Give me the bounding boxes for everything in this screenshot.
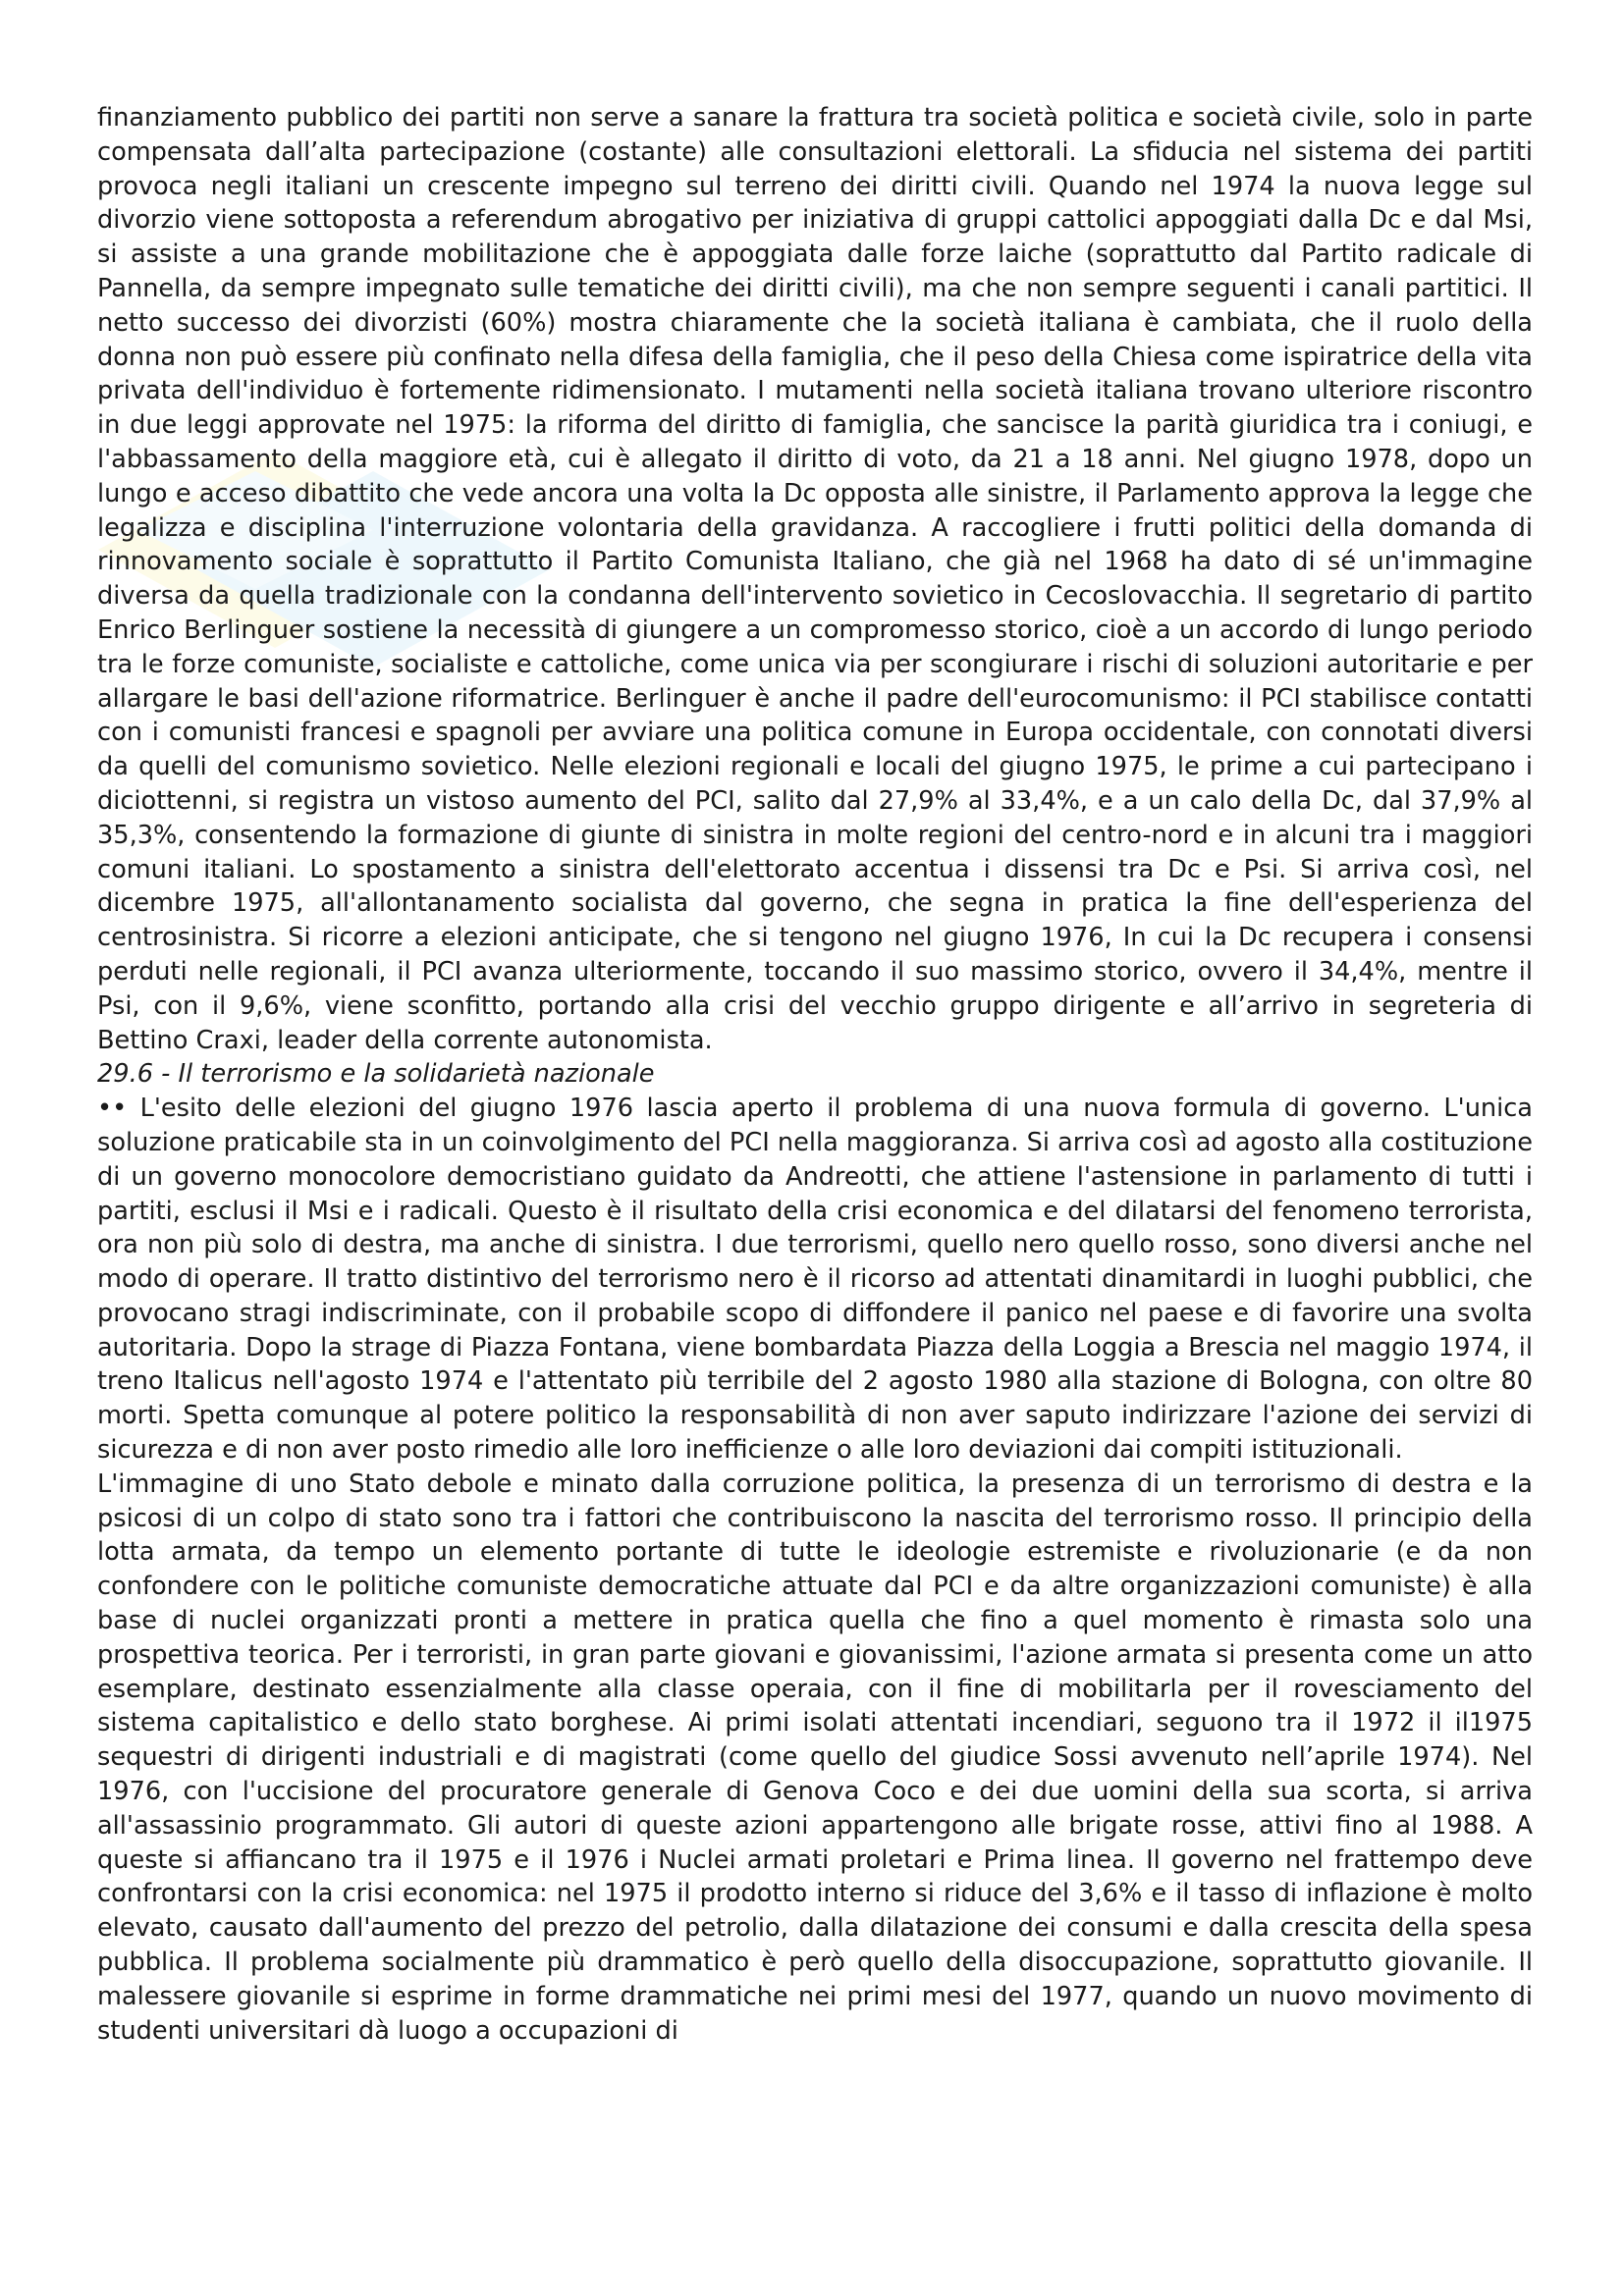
paragraph: L'immagine di uno Stato debole e minato dalla corruzione politica, la presenza di un terrorismo di destra e la psicosi di un colpo di stato sono tra i fattori che contribuiscono la nascita del terrorismo rosso. Il principio della lotta armata, da tempo un elemento portante di tutte le ideologie estremiste e rivoluzionarie (e da non confondere con le politiche comuniste democratiche attuate dal PCI e da altre organizzazioni comuniste) è alla base di nuclei organizzati pronti a mettere in pratica quella che fino a quel momento è rimasta solo una prospettiva teorica. Per i terroristi, in gran parte giovani e giovanissimi, l'azione armata si presenta come un atto esemplare, destinato essenzialmente alla classe operaia, con il fine di mobilitarla per il rovesciamento del sistema capitalistico e dello stato borghese. Ai primi isolati attentati incendiari, seguono tra il 1972 il il1975 sequestri di dirigenti industriali e di magistrati (come quello del giudice Sossi avvenuto nell’aprile 1974). Nel 1976, con l'uccisione del procuratore generale di Genova Coco e dei due uomini della sua scorta, si arriva all'assassinio programmato. Gli autori di queste azioni appartengono alle brigate rosse, attivi fino al 1988. A queste si affiancano tra il 1975 e il 1976 i Nuclei armati proletari e Prima linea. Il governo nel frattempo deve confrontarsi con la crisi economica: nel 1975 il prodotto interno si riduce del 3,6% e il tasso di inflazione è molto elevato, causato dall'aumento del prezzo del petrolio, dalla dilatazione dei consumi e dalla crescita della spesa pubblica. Il problema socialmente più drammatico è però quello della disoccupazione, soprattutto giovanile. Il malessere giovanile si esprime in forme drammatiche nei primi mesi del 1977, quando un nuovo movimento di studenti universitari dà luogo a occupazioni di [97,1468,1533,2046]
document-body [97,101,1533,2048]
section-heading: 29.6 - Il terrorismo e la solidarietà nazionale [97,1059,655,1090]
paragraph: •• L'esito delle elezioni del giugno 1976 lascia aperto il problema di una nuova formula di governo. L'unica soluzione praticabile sta in un coinvolgimento del PCI nella maggioranza. Si arriva così ad agosto alla costituzione di un governo monocolore democristiano guidato da Andreotti, che attiene l'astensione in parlamento di tutti i partiti, esclusi il Msi e i radicali. Questo è il risultato della crisi economica e del dilatarsi del fenomeno terrorista, ora non più solo di destra, ma anche di sinistra. I due terrorismi, quello nero quello rosso, sono diversi anche nel modo di operare. Il tratto distintivo del terrorismo nero è il ricorso ad attentati dinamitardi in luoghi pubblici, che provocano stragi indiscriminate, con il probabile scopo di diffondere il panico nel paese e di favorire una svolta autoritaria. Dopo la strage di Piazza Fontana, viene bombardata Piazza della Loggia a Brescia nel maggio 1974, il treno Italicus nell'agosto 1974 e l'attentato più terribile del 2 agosto 1980 alla stazione di Bologna, con oltre 80 morti. Spetta comunque al potere politico la responsabilità di non aver saputo indirizzare l'azione dei servizi di sicurezza e di non aver posto rimedio alle loro inefficienze o alle loro deviazioni dai compiti istituzionali. [97,1094,1533,1466]
paragraph: finanziamento pubblico dei partiti non serve a sanare la frattura tra società politica e società civile, solo in parte compensata dall’alta partecipazione (costante) alle consultazioni elettorali. La sfiducia nel sistema dei partiti provoca negli italiani un crescente impegno sul terreno dei diritti civili. Quando nel 1974 la nuova legge sul divorzio viene sottoposta a referendum abrogativo per iniziativa di gruppi cattolici appoggiati dalla Dc e dal Msi, si assiste a una grande mobilitazione che è appoggiata dalle forze laiche (soprattutto dal Partito radicale di Pannella, da sempre impegnato sulle tematiche dei diritti civili), ma che non sempre seguenti i canali partitici. Il netto successo dei divorzisti (60%) mostra chiaramente che la società italiana è cambiata, che il ruolo della donna non può essere più confinato nella difesa della famiglia, che il peso della Chiesa come ispiratrice della vita privata dell'individuo è fortemente ridimensionato. I mutamenti nella società italiana trovano ulteriore riscontro in due leggi approvate nel 1975: la riforma del diritto di famiglia, che sancisce la parità giuridica tra i coniugi, e l'abbassamento della maggiore età, cui è allegato il diritto di voto, da 21 a 18 anni. Nel giugno 1978, dopo un lungo e acceso dibattito che vede ancora una volta la Dc opposta alle sinistre, il Parlamento approva la legge che legalizza e disciplina l'interruzione volontaria della gravidanza. A raccogliere i frutti politici della domanda di rinnovamento sociale è soprattutto il Partito Comunista Italiano, che già nel 1968 ha dato di sé un'immagine diversa da quella tradizionale con la condanna dell'intervento sovietico in Cecoslovacchia. Il segretario di partito Enrico Berlinguer sostiene la necessità di giungere a un compromesso storico, cioè a un accordo di lungo periodo tra le forze comuniste, socialiste e cattoliche, come unica via per scongiurare i rischi di soluzioni autoritarie e per allargare le basi dell'azione riformatrice. Berlinguer è anche il padre dell'eurocomunismo: il PCI stabilisce contatti con i comunisti francesi e spagnoli per avviare una politica comune in Europa occidentale, con connotati diversi da quelli del comunismo sovietico. Nelle elezioni regionali e locali del giugno 1975, le prime a cui partecipano i diciottenni, si registra un vistoso aumento del PCI, salito dal 27,9% al 33,4%, e a un calo della Dc, dal 37,9% al 35,3%, consentendo la formazione di giunte di sinistra in molte regioni del centro-nord e in alcuni tra i maggiori comuni italiani. Lo spostamento a sinistra dell'elettorato accentua i dissensi tra Dc e Psi. Si arriva così, nel dicembre 1975, all'allontanamento socialista dal governo, che segna in pratica la fine dell'esperienza del centrosinistra. Si ricorre a elezioni anticipate, che si tengono nel giugno 1976, In cui la Dc recupera i consensi perduti nelle regionali, il PCI avanza ulteriormente, toccando il suo massimo storico, ovvero il 34,4%, mentre il Psi, con il 9,6%, viene sconfitto, portando alla crisi del vecchio gruppo dirigente e all’arrivo in segreteria di Bettino Craxi, leader della corrente autonomista. [97,103,1533,1055]
